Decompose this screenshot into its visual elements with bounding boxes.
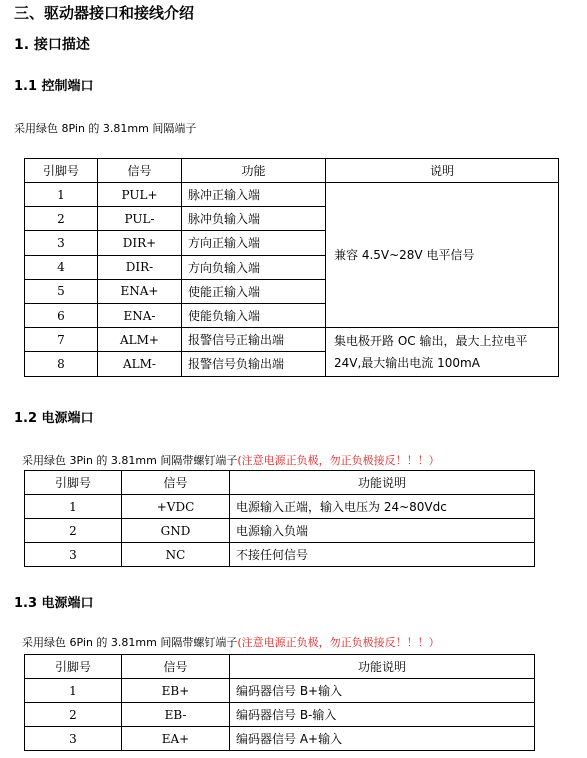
table-row (25, 495, 535, 519)
table-row (25, 679, 535, 703)
function-cell: 脉冲正输入端 (182, 183, 326, 207)
function-cell: 编码器信号 B-输入 (230, 703, 535, 727)
encoder-port-intro-text: 采用绿色 6Pin 的 3.81mm 间隔带螺钉端子 (22, 636, 238, 649)
encoder-port-table (24, 654, 535, 751)
section-title-control-port: 1.1 控制端口 (14, 79, 94, 94)
signal-cell: ALM+ (98, 328, 182, 352)
header-signal: 信号 (98, 159, 182, 183)
description-cell-output: 集电极开路 OC 输出，最大上拉电平 24V,最大输出电流 100mA (326, 328, 559, 376)
function-cell: 使能负输入端 (182, 303, 326, 327)
table-row (25, 183, 559, 207)
function-cell: 电源输入正端，输入电压为 24~80Vdc (230, 495, 535, 519)
pin-cell: 3 (25, 231, 98, 255)
signal-cell: EB+ (122, 679, 230, 703)
signal-cell: PUL+ (98, 183, 182, 207)
pin-cell: 5 (25, 279, 98, 303)
function-cell: 报警信号正输出端 (182, 328, 326, 352)
pin-cell: 3 (25, 543, 122, 567)
header-description: 说明 (326, 159, 559, 183)
power-port-intro-text: 采用绿色 3Pin 的 3.81mm 间隔带螺钉端子 (22, 454, 238, 467)
encoder-port-intro (22, 634, 440, 650)
header-pin: 引脚号 (25, 159, 98, 183)
signal-cell: DIR+ (98, 231, 182, 255)
function-cell: 电源输入负端 (230, 519, 535, 543)
header-pin: 引脚号 (25, 471, 122, 495)
header-signal: 信号 (122, 471, 230, 495)
table-row (25, 328, 559, 352)
section-title-encoder-port: 1.3 电源端口 (14, 596, 94, 611)
control-port-table (24, 158, 559, 377)
function-cell: 方向正输入端 (182, 231, 326, 255)
signal-cell: EB- (122, 703, 230, 727)
function-cell: 编码器信号 B+输入 (230, 679, 535, 703)
pin-cell: 2 (25, 519, 122, 543)
pin-cell: 1 (25, 679, 122, 703)
signal-cell: DIR- (98, 255, 182, 279)
table-header-row (25, 159, 559, 183)
table-row (25, 727, 535, 751)
signal-cell: ENA+ (98, 279, 182, 303)
header-function-description: 功能说明 (230, 471, 535, 495)
power-port-warning: (注意电源正负极，勿正负极接反！！！） (237, 454, 440, 467)
pin-cell: 6 (25, 303, 98, 327)
header-function-description: 功能说明 (230, 655, 535, 679)
pin-cell: 2 (25, 703, 122, 727)
signal-cell: NC (122, 543, 230, 567)
header-function: 功能 (182, 159, 326, 183)
table-row (25, 543, 535, 567)
pin-cell: 1 (25, 183, 98, 207)
table-header-row (25, 471, 535, 495)
power-port-table (24, 470, 535, 567)
pin-cell: 1 (25, 495, 122, 519)
pin-cell: 7 (25, 328, 98, 352)
table-header-row (25, 655, 535, 679)
function-cell: 方向负输入端 (182, 255, 326, 279)
signal-cell: GND (122, 519, 230, 543)
pin-cell: 4 (25, 255, 98, 279)
section-title-interface: 1. 接口描述 (14, 37, 90, 53)
description-cell-input: 兼容 4.5V~28V 电平信号 (326, 183, 559, 328)
function-cell: 编码器信号 A+输入 (230, 727, 535, 751)
function-cell: 报警信号负输出端 (182, 352, 326, 376)
signal-cell: PUL- (98, 207, 182, 231)
signal-cell: EA+ (122, 727, 230, 751)
power-port-intro (22, 452, 440, 468)
chapter-title: 三、驱动器接口和接线介绍 (14, 4, 195, 22)
signal-cell: ENA- (98, 303, 182, 327)
pin-cell: 8 (25, 352, 98, 376)
signal-cell: +VDC (122, 495, 230, 519)
section-title-power-port: 1.2 电源端口 (14, 411, 94, 426)
function-cell: 脉冲负输入端 (182, 207, 326, 231)
function-cell: 不接任何信号 (230, 543, 535, 567)
header-signal: 信号 (122, 655, 230, 679)
pin-cell: 2 (25, 207, 98, 231)
function-cell: 使能正输入端 (182, 279, 326, 303)
header-pin: 引脚号 (25, 655, 122, 679)
table-row (25, 703, 535, 727)
signal-cell: ALM- (98, 352, 182, 376)
encoder-port-warning: (注意电源正负极，勿正负极接反！！！） (237, 636, 440, 649)
table-row (25, 519, 535, 543)
pin-cell: 3 (25, 727, 122, 751)
control-port-intro: 采用绿色 8Pin 的 3.81mm 间隔端子 (14, 122, 197, 135)
